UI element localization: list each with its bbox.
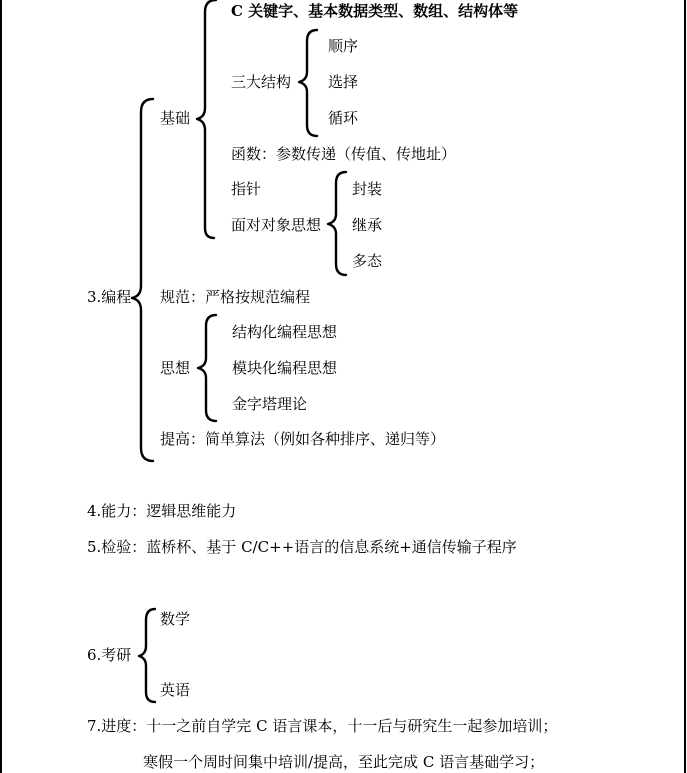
section-exam-label: 6.考研 — [87, 646, 132, 664]
brace-basics — [197, 0, 216, 238]
section-programming-label: 3.编程 — [87, 288, 132, 306]
thought-structured: 结构化编程思想 — [232, 323, 338, 341]
programming-improve: 提高：简单算法（例如各种排序、递归等） — [160, 430, 446, 448]
section-test: 5.检验：蓝桥杯、基于 C/C++语言的信息系统+通信传输子程序 — [87, 538, 517, 556]
oop-polymorphism: 多态 — [352, 252, 383, 270]
structure-selection: 选择 — [328, 73, 359, 91]
thought-label: 思想 — [160, 359, 191, 377]
basics-item-three-structures: 三大结构 — [231, 73, 292, 91]
basics-item-pointers: 指针 — [231, 180, 262, 198]
programming-standard: 规范：严格按规范编程 — [160, 288, 311, 306]
oop-inheritance: 继承 — [352, 216, 383, 234]
basics-item-functions: 函数：参数传递（传值、传地址） — [231, 145, 457, 163]
basics-item-c-keywords: C 关键字、基本数据类型、数组、结构体等 — [231, 2, 519, 20]
brace-exam — [139, 609, 155, 702]
thought-pyramid: 金字塔理论 — [232, 395, 308, 413]
section-progress-line2: 寒假一个周时间集中培训/提高，至此完成 C 语言基础学习； — [143, 753, 545, 771]
section-ability: 4.能力：逻辑思维能力 — [87, 502, 237, 520]
section-progress-line1: 7.进度：十一之前自学完 C 语言课本，十一后与研究生一起参加培训； — [87, 717, 558, 735]
exam-math: 数学 — [160, 610, 191, 628]
structure-loop: 循环 — [328, 109, 359, 127]
oop-encapsulation: 封装 — [352, 180, 383, 198]
exam-english: 英语 — [160, 681, 191, 699]
brace-three-structures — [299, 30, 317, 136]
basics-item-oop: 面对对象思想 — [231, 216, 322, 234]
brace-oop — [328, 172, 346, 275]
basics-label: 基础 — [160, 109, 191, 127]
brace-programming — [132, 99, 153, 461]
structure-sequence: 顺序 — [328, 37, 359, 55]
brace-thought — [198, 315, 216, 421]
thought-modular: 模块化编程思想 — [232, 359, 338, 377]
